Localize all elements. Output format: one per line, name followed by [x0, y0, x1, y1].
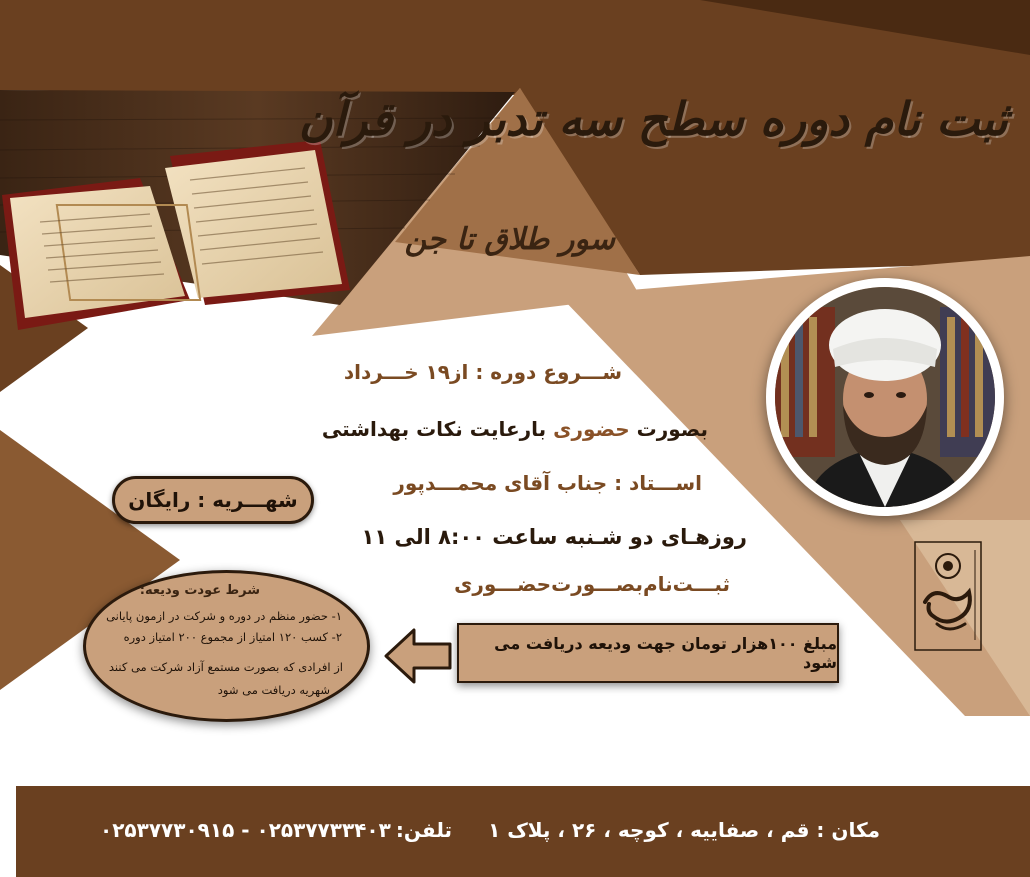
registration-mode: ثبـــت‌نام‌بصـــورت‌حضـــوری — [454, 572, 730, 596]
attendance-mode — [322, 417, 708, 441]
tuition-badge — [112, 476, 314, 524]
institute-logo-icon — [913, 540, 983, 652]
attendance-mode-prefix: بصورت — [629, 417, 708, 441]
attendance-mode-suffix: بارعایت نکات بهداشتی — [321, 417, 554, 441]
tuition-text: شهـــریه : رایگان — [128, 488, 298, 512]
footer-phone-label: تلفن: — [395, 818, 452, 842]
portrait-photo-icon — [775, 287, 995, 507]
deposit-conditions-title: شرط عودت ودیعه: — [139, 583, 260, 598]
deposit-note-line: از افرادی که بصورت مستمع آزاد شرکت می کنند — [108, 660, 343, 674]
deposit-amount-text: مبلغ ۱۰۰هزار تومان جهت ودیعه دریافت می شود — [494, 634, 837, 672]
deposit-condition-item: ۱- حضور منظم در دوره و شرکت در ازمون پایانی — [106, 609, 342, 623]
left-arrow-icon — [384, 626, 454, 686]
teacher-name: اســـتاد : جناب آقای محمـــدپور — [393, 471, 702, 495]
deposit-condition-item: ۲- کسب ۱۲۰ امتیاز از مجموع ۲۰۰ امتیاز دوره — [123, 630, 342, 644]
course-title: ثبت نام دوره سطح سه تدبر در قرآن — [298, 92, 1008, 146]
deposit-amount-box — [457, 623, 839, 683]
course-start-date: شـــروع دوره : از۱۹ خـــرداد — [343, 360, 622, 384]
teacher-photo — [766, 278, 1004, 516]
attendance-mode-highlight: حضوری — [553, 417, 630, 441]
footer-phone-numbers: ۰۲۵۳۷۷۳۰۹۱۵ - ۰۲۵۳۷۷۳۳۴۰۳ — [100, 818, 391, 842]
course-subtitle: سور طلاق تا جن — [404, 222, 615, 257]
deposit-note-line: شهریه دریافت می شود — [217, 683, 330, 697]
class-schedule: روزهـای دو شـنبه ساعت ۸:۰۰ الی ۱۱ — [361, 525, 747, 549]
footer-address: مکان : قم ، صفاییه ، کوچه ، ۲۶ ، پلاک ۱ — [488, 818, 880, 842]
